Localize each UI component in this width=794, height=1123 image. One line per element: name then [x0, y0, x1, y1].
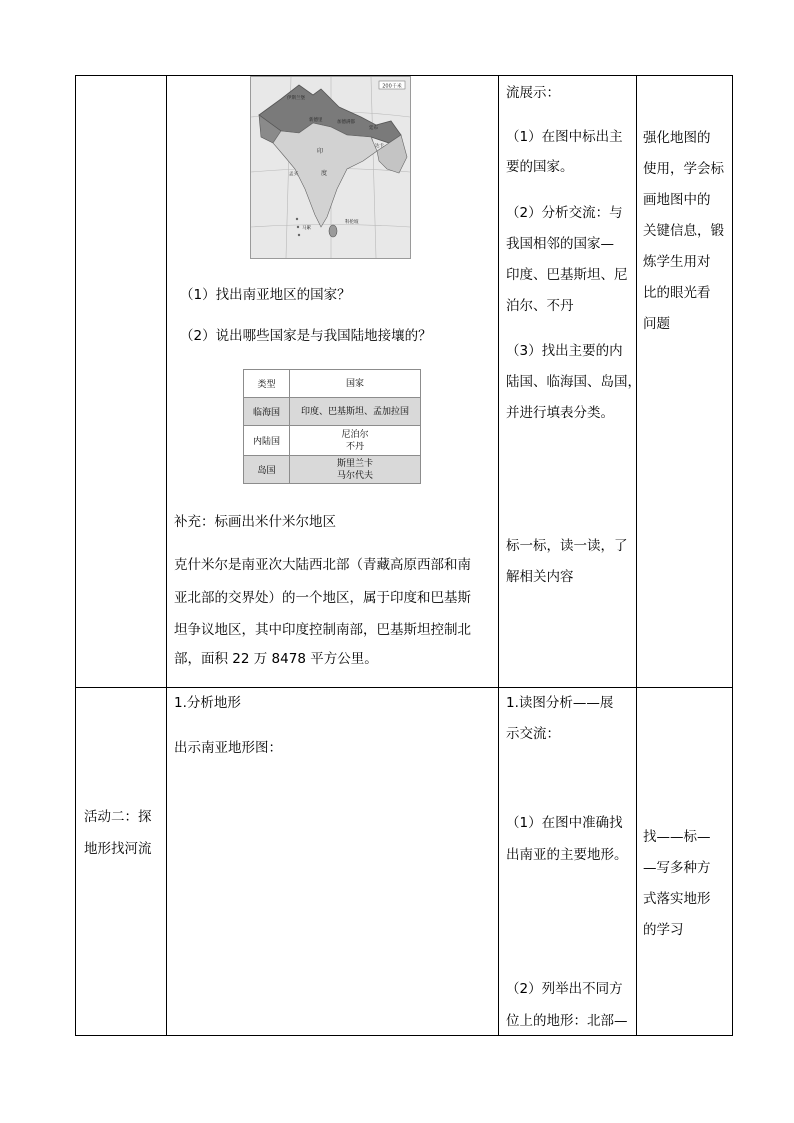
country-name: 印度、巴基斯坦、孟加拉国 [300, 406, 409, 417]
row-type: 内陆国 [244, 426, 290, 455]
activity-title-line: 地形找河流 [84, 841, 152, 857]
table-bottom-border [75, 1035, 733, 1036]
student-activity-line: （2）列举出不同方 [506, 981, 623, 997]
country-name: 尼泊尔 [341, 429, 369, 440]
design-intent-line: 比的眼光看 [643, 285, 711, 301]
row-countries [290, 456, 420, 483]
table-row [244, 426, 420, 456]
map-label: 印 [317, 148, 324, 155]
kashmir-line-3: 坦争议地区，其中印度控制南部，巴基斯坦控制北 [174, 622, 471, 638]
student-activity-line: 1.读图分析——展 [506, 695, 614, 711]
supplement-text: 补充：标画出米什米尔地区 [174, 514, 336, 530]
map-label: 达卡 [375, 144, 384, 149]
design-intent-line: 使用，学会标 [643, 161, 724, 177]
student-activity-line: （1）在图中标出主 [506, 129, 623, 145]
design-intent-line: 关键信息，锻 [643, 223, 724, 239]
student-activity-line: 印度、巴基斯坦、尼 [506, 267, 628, 283]
student-activity-line: 位上的地形：北部— [506, 1013, 628, 1029]
map-label: 度 [321, 170, 328, 177]
map-label: 廷布 [369, 126, 378, 131]
student-activity-line: 并进行填表分类。 [506, 405, 614, 421]
student-activity-line: 陆国、临海国、岛国， [506, 374, 641, 390]
student-activity-line: （2）分析交流：与 [506, 205, 623, 221]
col-line-4 [636, 75, 637, 1035]
col-line-3 [498, 75, 499, 1035]
map-label: 加德满都 [337, 120, 355, 125]
country-name: 马尔代夫 [336, 470, 373, 481]
student-activity-line: （1）在图中准确找 [506, 815, 623, 831]
map-label: 伊斯兰堡 [287, 96, 305, 101]
header-cell: 类型 [244, 370, 290, 397]
map-label: 孟买 [289, 172, 298, 177]
student-activity-line: 我国相邻的国家— [506, 236, 614, 252]
kashmir-line-2: 亚北部的交界处）的一个地区，属于印度和巴基斯 [174, 590, 471, 606]
student-activity-line: 出南亚的主要地形。 [506, 847, 628, 863]
row-countries [290, 398, 420, 425]
kashmir-line-4: 部，面积 22 万 8478 平方公里。 [174, 651, 378, 667]
design-intent-line: 画地图中的 [643, 192, 711, 208]
design-intent-line: —写多种方 [643, 860, 711, 876]
country-name: 不丹 [345, 441, 364, 452]
design-intent-line: 炼学生用对 [643, 254, 711, 270]
student-activity-line: 流展示： [506, 85, 560, 101]
row-type: 岛国 [244, 456, 290, 483]
col-line-2 [166, 75, 167, 1035]
terrain-section-title: 1.分析地形 [174, 695, 241, 711]
design-intent-line: 的学习 [643, 922, 684, 938]
south-asia-map-graphic [251, 77, 410, 258]
student-activity-line: 解相关内容 [506, 569, 574, 585]
col-line-5 [732, 75, 733, 1035]
activity-title-line: 活动二：探 [84, 809, 152, 825]
row-type: 临海国 [244, 398, 290, 425]
map-label: 科伦坡 [345, 220, 359, 225]
map-label: 马累 [302, 226, 311, 231]
design-intent-line: 强化地图的 [643, 130, 711, 146]
terrain-map-prompt: 出示南亚地形图： [174, 740, 282, 756]
header-cell: 国家 [345, 378, 364, 389]
country-classification-table [243, 369, 421, 484]
south-asia-map [250, 76, 411, 259]
student-activity-line: 示交流： [506, 726, 560, 742]
question-1: （1）找出南亚地区的国家？ [180, 287, 351, 303]
map-scale-label: 200千米 [382, 83, 402, 90]
table-header-row [244, 370, 420, 398]
country-name: 斯里兰卡 [336, 458, 373, 469]
map-label: 新德里 [309, 118, 323, 123]
student-activity-line: （3）找出主要的内 [506, 343, 623, 359]
row-countries [290, 426, 420, 455]
design-intent-line: 找——标— [643, 829, 711, 845]
kashmir-line-1: 克什米尔是南亚次大陆西北部（青藏高原西部和南 [174, 557, 471, 573]
design-intent-line: 问题 [643, 316, 670, 332]
table-row [244, 456, 420, 483]
student-activity-line: 要的国家。 [506, 159, 574, 175]
table-row [244, 398, 420, 426]
student-activity-line: 泊尔、不丹 [506, 298, 574, 314]
question-2: （2）说出哪些国家是与我国陆地接壤的？ [180, 328, 432, 344]
design-intent-line: 式落实地形 [643, 891, 711, 907]
col-line-1 [75, 75, 76, 1035]
student-activity-line: 标一标，读一读，了 [506, 538, 628, 554]
